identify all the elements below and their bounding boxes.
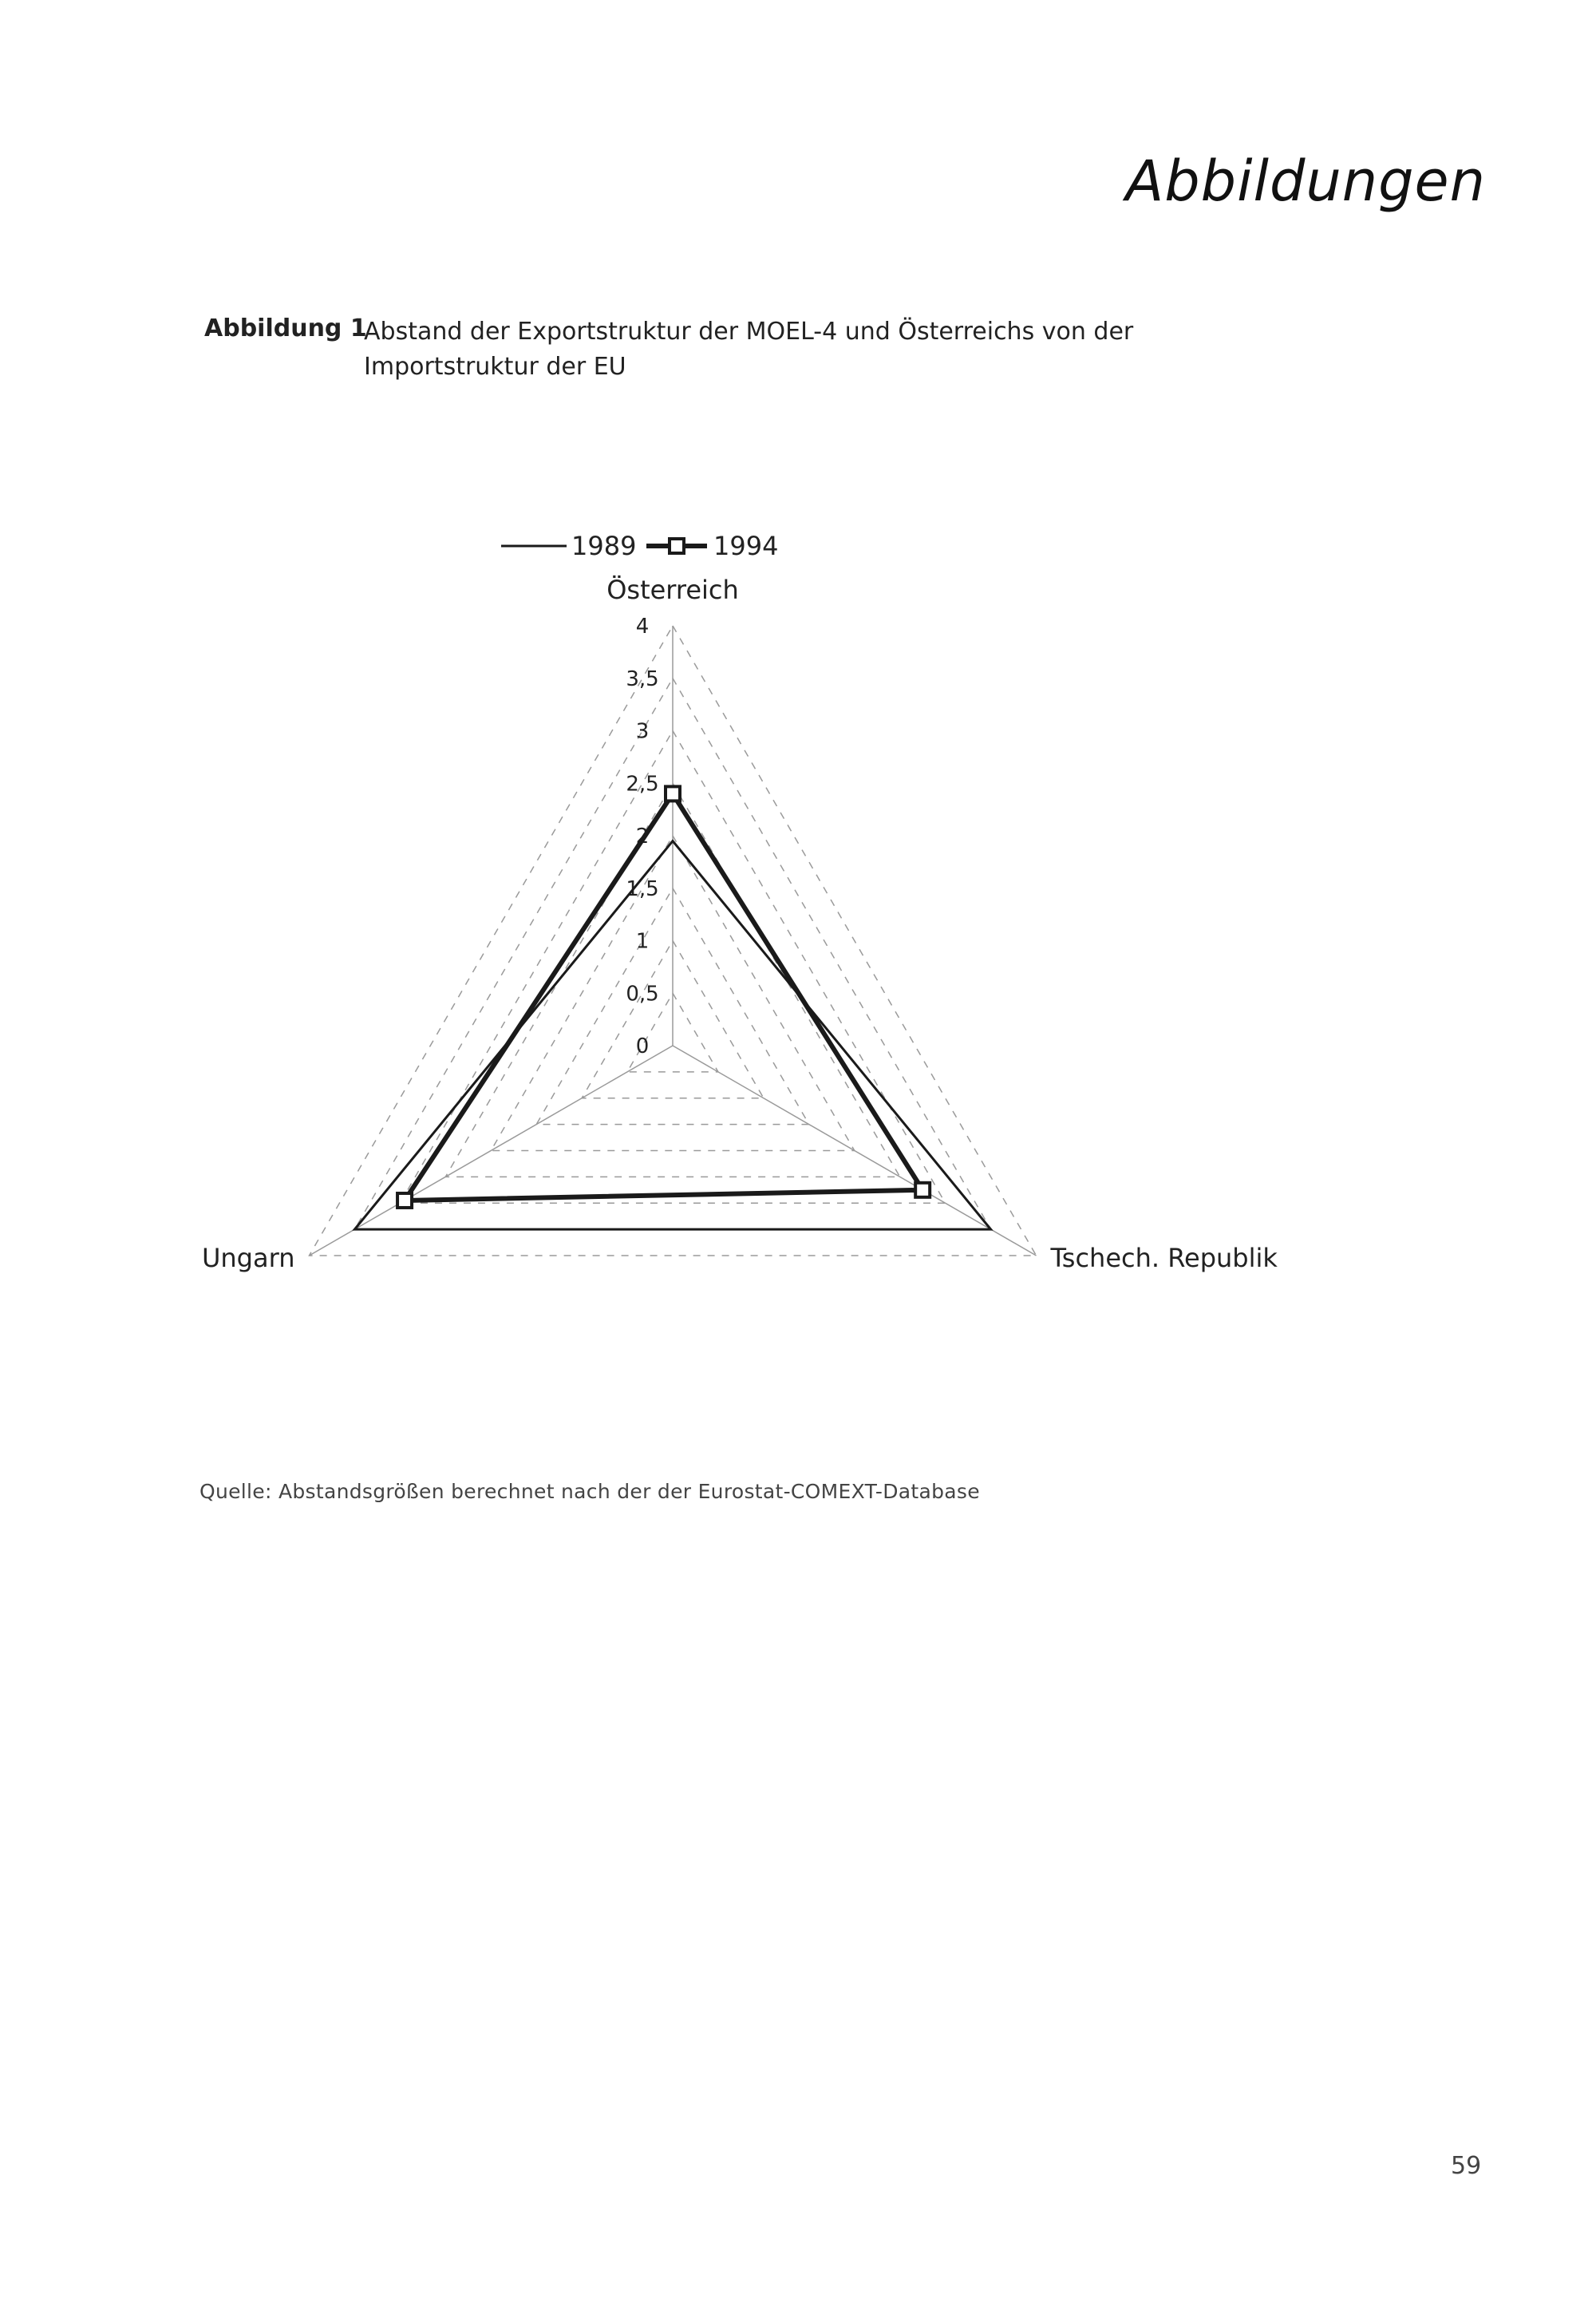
series-marker-1994-0 (666, 786, 680, 801)
tick-label-7: 3,5 (626, 667, 659, 691)
series-marker-1994-1 (915, 1183, 930, 1197)
source-note: Quelle: Abstandsgrößen berechnet nach der der Eurostat-COMEXT-Database (200, 1480, 980, 1503)
section-title: Abbildungen (1125, 148, 1486, 214)
axis-label-oesterreich: Österreich (606, 575, 739, 605)
tick-label-2: 1 (635, 929, 650, 954)
tick-label-5: 2,5 (626, 772, 659, 797)
tick-label-0: 0 (635, 1034, 650, 1058)
tick-label-6: 3 (635, 719, 650, 744)
tick-label-8: 4 (635, 615, 650, 639)
axis-label-tschech-republik: Tschech. Republik (1050, 1243, 1278, 1273)
tick-label-1: 0,5 (626, 982, 659, 1007)
legend-marker-1994 (670, 539, 684, 553)
axis-label-ungarn: Ungarn (201, 1243, 295, 1273)
tick-label-3: 1,5 (626, 876, 659, 901)
figure-label: Abbildung 1 (204, 314, 367, 342)
axis-spoke-2 (309, 1046, 673, 1256)
legend-label-1989: 1989 (571, 531, 637, 561)
series-marker-1994-2 (397, 1193, 412, 1208)
series-line-1994 (405, 793, 922, 1201)
legend-label-1994: 1994 (713, 531, 779, 561)
page-number: 59 (1451, 2152, 1482, 2180)
tick-label-4: 2 (635, 825, 650, 848)
radar-chart (0, 511, 1596, 1357)
figure-caption: Abstand der Exportstruktur der MOEL-4 und Österreichs von der Importstruktur der EU (364, 318, 1134, 381)
